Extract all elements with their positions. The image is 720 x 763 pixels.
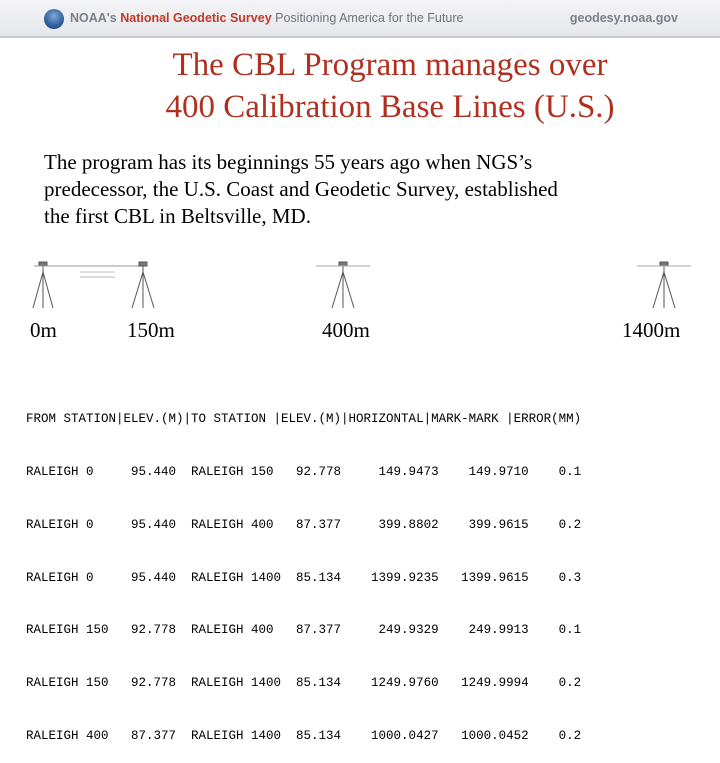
table-row: RALEIGH 150 92.778 RALEIGH 1400 85.134 1249.9760 1249.9994 0.2 bbox=[26, 676, 582, 691]
table-row: RALEIGH 150 92.778 RALEIGH 400 87.377 249.9329 249.9913 0.1 bbox=[26, 623, 582, 638]
distance-label-0m: 0m bbox=[30, 318, 57, 342]
body-line-2: predecessor, the U.S. Coast and Geodetic Survey, established bbox=[44, 177, 558, 201]
brand-text bbox=[70, 11, 463, 25]
distance-label-1400m: 1400m bbox=[622, 318, 681, 342]
body-line-3: the first CBL in Beltsville, MD. bbox=[44, 204, 311, 228]
tripod-diagram bbox=[20, 252, 710, 312]
title-line-1: The CBL Program manages over bbox=[172, 47, 608, 83]
distance-label-150m: 150m bbox=[127, 318, 175, 342]
body-paragraph bbox=[44, 149, 694, 230]
table-row: RALEIGH 0 95.440 RALEIGH 400 87.377 399.8802 399.9615 0.2 bbox=[26, 517, 582, 532]
survey-label: National Geodetic Survey bbox=[120, 11, 272, 25]
tripod-400m-icon bbox=[316, 262, 370, 308]
distance-label-400m: 400m bbox=[322, 318, 370, 342]
title-line-2: 400 Calibration Base Lines (U.S.) bbox=[165, 89, 615, 125]
table-header: FROM STATION|ELEV.(M)|TO STATION |ELEV.(M)|HORIZONTAL|MARK-MARK |ERROR(MM) bbox=[26, 412, 582, 427]
header-divider bbox=[0, 36, 720, 38]
table-row: RALEIGH 0 95.440 RALEIGH 150 92.778 149.9473 149.9710 0.1 bbox=[26, 464, 582, 479]
website-label: geodesy.noaa.gov bbox=[569, 11, 678, 25]
header-bar bbox=[0, 0, 720, 40]
calibration-table bbox=[26, 376, 581, 763]
table-row: RALEIGH 400 87.377 RALEIGH 1400 85.134 1000.0427 1000.0452 0.2 bbox=[26, 728, 582, 743]
tripod-1400m-icon bbox=[637, 262, 691, 308]
tripod-0m-icon bbox=[33, 262, 140, 308]
slide-title bbox=[70, 44, 710, 128]
agency-label: NOAA's bbox=[70, 11, 117, 25]
noaa-logo-icon bbox=[44, 9, 64, 29]
table-row: RALEIGH 0 95.440 RALEIGH 1400 85.134 1399.9235 1399.9615 0.3 bbox=[26, 570, 582, 585]
tagline-label: Positioning America for the Future bbox=[275, 11, 464, 25]
tripod-150m-icon bbox=[132, 262, 154, 308]
body-line-1: The program has its beginnings 55 years ago when NGS’s bbox=[44, 150, 533, 174]
